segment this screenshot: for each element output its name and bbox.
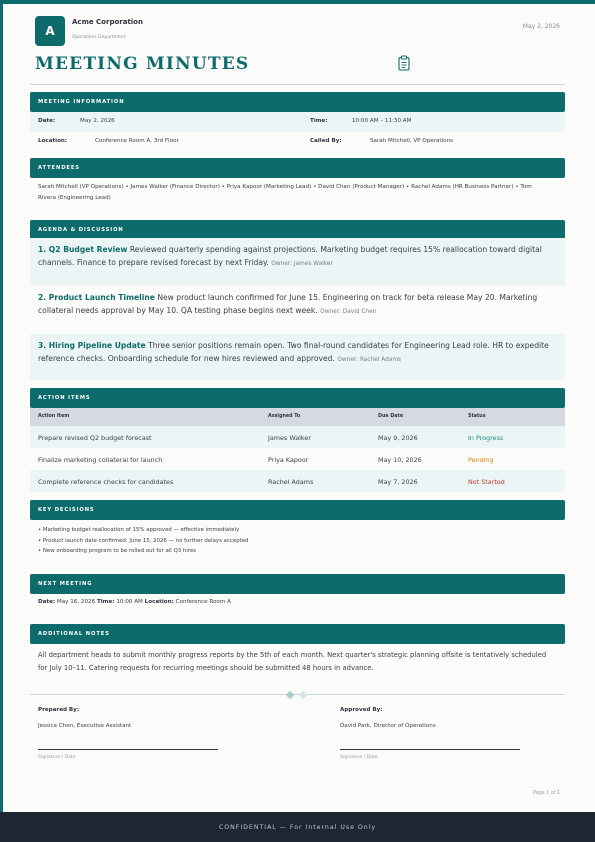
status-badge: Pending <box>468 456 494 464</box>
next-location-label: Location: <box>144 599 174 605</box>
agenda-item-owner: Owner: Rachel Adams <box>337 357 402 363</box>
info-row-date-time <box>30 112 565 132</box>
table-row <box>30 470 565 492</box>
section-header-key-decisions: KEY DECISIONS <box>30 500 565 520</box>
assigned-to-cell: Rachel Adams <box>268 478 314 486</box>
next-date-value: May 16, 2026 <box>56 599 96 605</box>
next-meeting-details <box>38 599 231 605</box>
page-number: Page 1 of 1 <box>533 791 560 796</box>
time-value: 10:00 AM – 11:30 AM <box>352 118 412 124</box>
section-header-agenda: AGENDA & DISCUSSION <box>30 220 565 240</box>
action-item-cell: Prepare revised Q2 budget forecast <box>38 434 152 442</box>
additional-notes-text: All department heads to submit monthly progress reports by the 5th of each month. Next quarter's strategic planning offsite is tentatively scheduled for July 10–11. Catering requests for recurring meetings should be submitted 48 hours in advance. <box>38 651 547 672</box>
confidential-footer: CONFIDENTIAL — For Internal Use Only <box>0 812 595 842</box>
status-badge: Not Started <box>468 478 505 486</box>
header-date: May 2, 2026 <box>522 23 560 30</box>
status-badge: In Progress <box>468 434 504 442</box>
list-item: • New onboarding program to be rolled out for all Q3 hires <box>38 548 197 554</box>
agenda-item <box>30 286 565 334</box>
section-header-next-meeting: NEXT MEETING <box>30 574 565 594</box>
prepared-signature-line <box>38 749 218 750</box>
column-header-status: Status <box>468 414 486 419</box>
agenda-item-body: New product launch confirmed for June 15. Engineering on track for beta release May 20. Marketing collateral needs approval by May 10. QA testing phase begins next week. <box>38 293 538 315</box>
prepared-signature-caption: Signature / Date <box>38 755 76 760</box>
due-date-cell: May 7, 2026 <box>378 478 418 486</box>
prepared-by-name: Jessica Chen, Executive Assistant <box>38 723 132 729</box>
column-header-due-date: Due Date <box>378 414 404 419</box>
diamond-ornament <box>286 691 294 699</box>
company-logo: A <box>35 16 65 46</box>
next-time-value: 10:00 AM <box>116 599 143 605</box>
column-header-assigned-to: Assigned To <box>268 414 301 419</box>
agenda-item-owner: Owner: James Walker <box>271 261 333 267</box>
clipboard-icon <box>398 55 410 71</box>
time-label: Time: <box>310 118 328 124</box>
approved-signature-caption: Signature / Date <box>340 755 378 760</box>
page-title: MEETING MINUTES <box>35 54 250 74</box>
approved-by-name: David Park, Director of Operations <box>340 723 436 729</box>
column-header-action-item: Action Item <box>38 414 70 419</box>
due-date-cell: May 9, 2026 <box>378 434 418 442</box>
key-decisions-list <box>38 525 248 557</box>
info-row-location-called-by <box>30 132 565 152</box>
diamond-ornament <box>299 691 307 699</box>
left-accent-bar <box>0 0 3 812</box>
action-item-cell: Complete reference checks for candidates <box>38 478 174 486</box>
called-by-value: Sarah Mitchell, VP Operations <box>370 138 454 144</box>
location-label: Location: <box>38 138 68 144</box>
list-item: • Marketing budget reallocation of 15% approved — effective immediately <box>38 527 240 533</box>
section-header-attendees: ATTENDEES <box>30 158 565 178</box>
next-time-label: Time: <box>96 599 115 605</box>
approved-signature-line <box>340 749 520 750</box>
action-item-cell: Finalize marketing collateral for launch <box>38 456 163 464</box>
agenda-item-title: 2. Product Launch Timeline <box>38 293 155 302</box>
due-date-cell: May 10, 2026 <box>378 456 422 464</box>
approved-by-label: Approved By: <box>340 707 383 713</box>
date-value: May 2, 2026 <box>80 118 115 124</box>
called-by-label: Called By: <box>310 138 342 144</box>
section-header-action-items: ACTION ITEMS <box>30 388 565 408</box>
action-items-table-header <box>30 408 565 426</box>
department-name: Operations Department <box>72 35 126 40</box>
agenda-item <box>30 238 565 286</box>
next-date-label: Date: <box>38 599 56 605</box>
table-row <box>30 426 565 448</box>
agenda-item-body: Reviewed quarterly spending against projections. Marketing budget requires 15% reallocation toward digital channels. Finance to prepare revised forecast by next Friday. <box>38 245 542 267</box>
next-location-value: Conference Room A <box>175 599 231 605</box>
section-header-additional-notes: ADDITIONAL NOTES <box>30 624 565 644</box>
agenda-item-title: 3. Hiring Pipeline Update <box>38 341 146 350</box>
agenda-item-body: Three senior positions remain open. Two final-round candidates for Engineering Lead role. HR to expedite reference checks. Onboarding schedule for new hires reviewed and approved. <box>38 341 549 363</box>
agenda-item <box>30 334 565 380</box>
date-label: Date: <box>38 118 56 124</box>
prepared-by-label: Prepared By: <box>38 707 80 713</box>
agenda-item-title: 1. Q2 Budget Review <box>38 245 128 254</box>
list-item: • Product launch date confirmed: June 15, 2026 — no further delays accepted <box>38 537 249 544</box>
top-accent-bar <box>0 0 595 4</box>
table-row <box>30 448 565 470</box>
location-value: Conference Room A, 3rd Floor <box>95 138 179 144</box>
attendees-list: Sarah Mitchell (VP Operations) • James Walker (Finance Director) • Priya Kapoor (Marketing Lead) • David Chen (Product Manager) • Rachel Adams (HR Business Partner) • Tom Rivera (Engineering Lead) <box>38 184 532 201</box>
company-name: Acme Corporation <box>72 18 143 26</box>
header-divider <box>30 84 565 85</box>
section-header-meeting-info: MEETING INFORMATION <box>30 92 565 112</box>
agenda-item-owner: Owner: David Chen <box>320 309 377 315</box>
assigned-to-cell: Priya Kapoor <box>268 456 309 464</box>
assigned-to-cell: James Walker <box>268 434 311 442</box>
